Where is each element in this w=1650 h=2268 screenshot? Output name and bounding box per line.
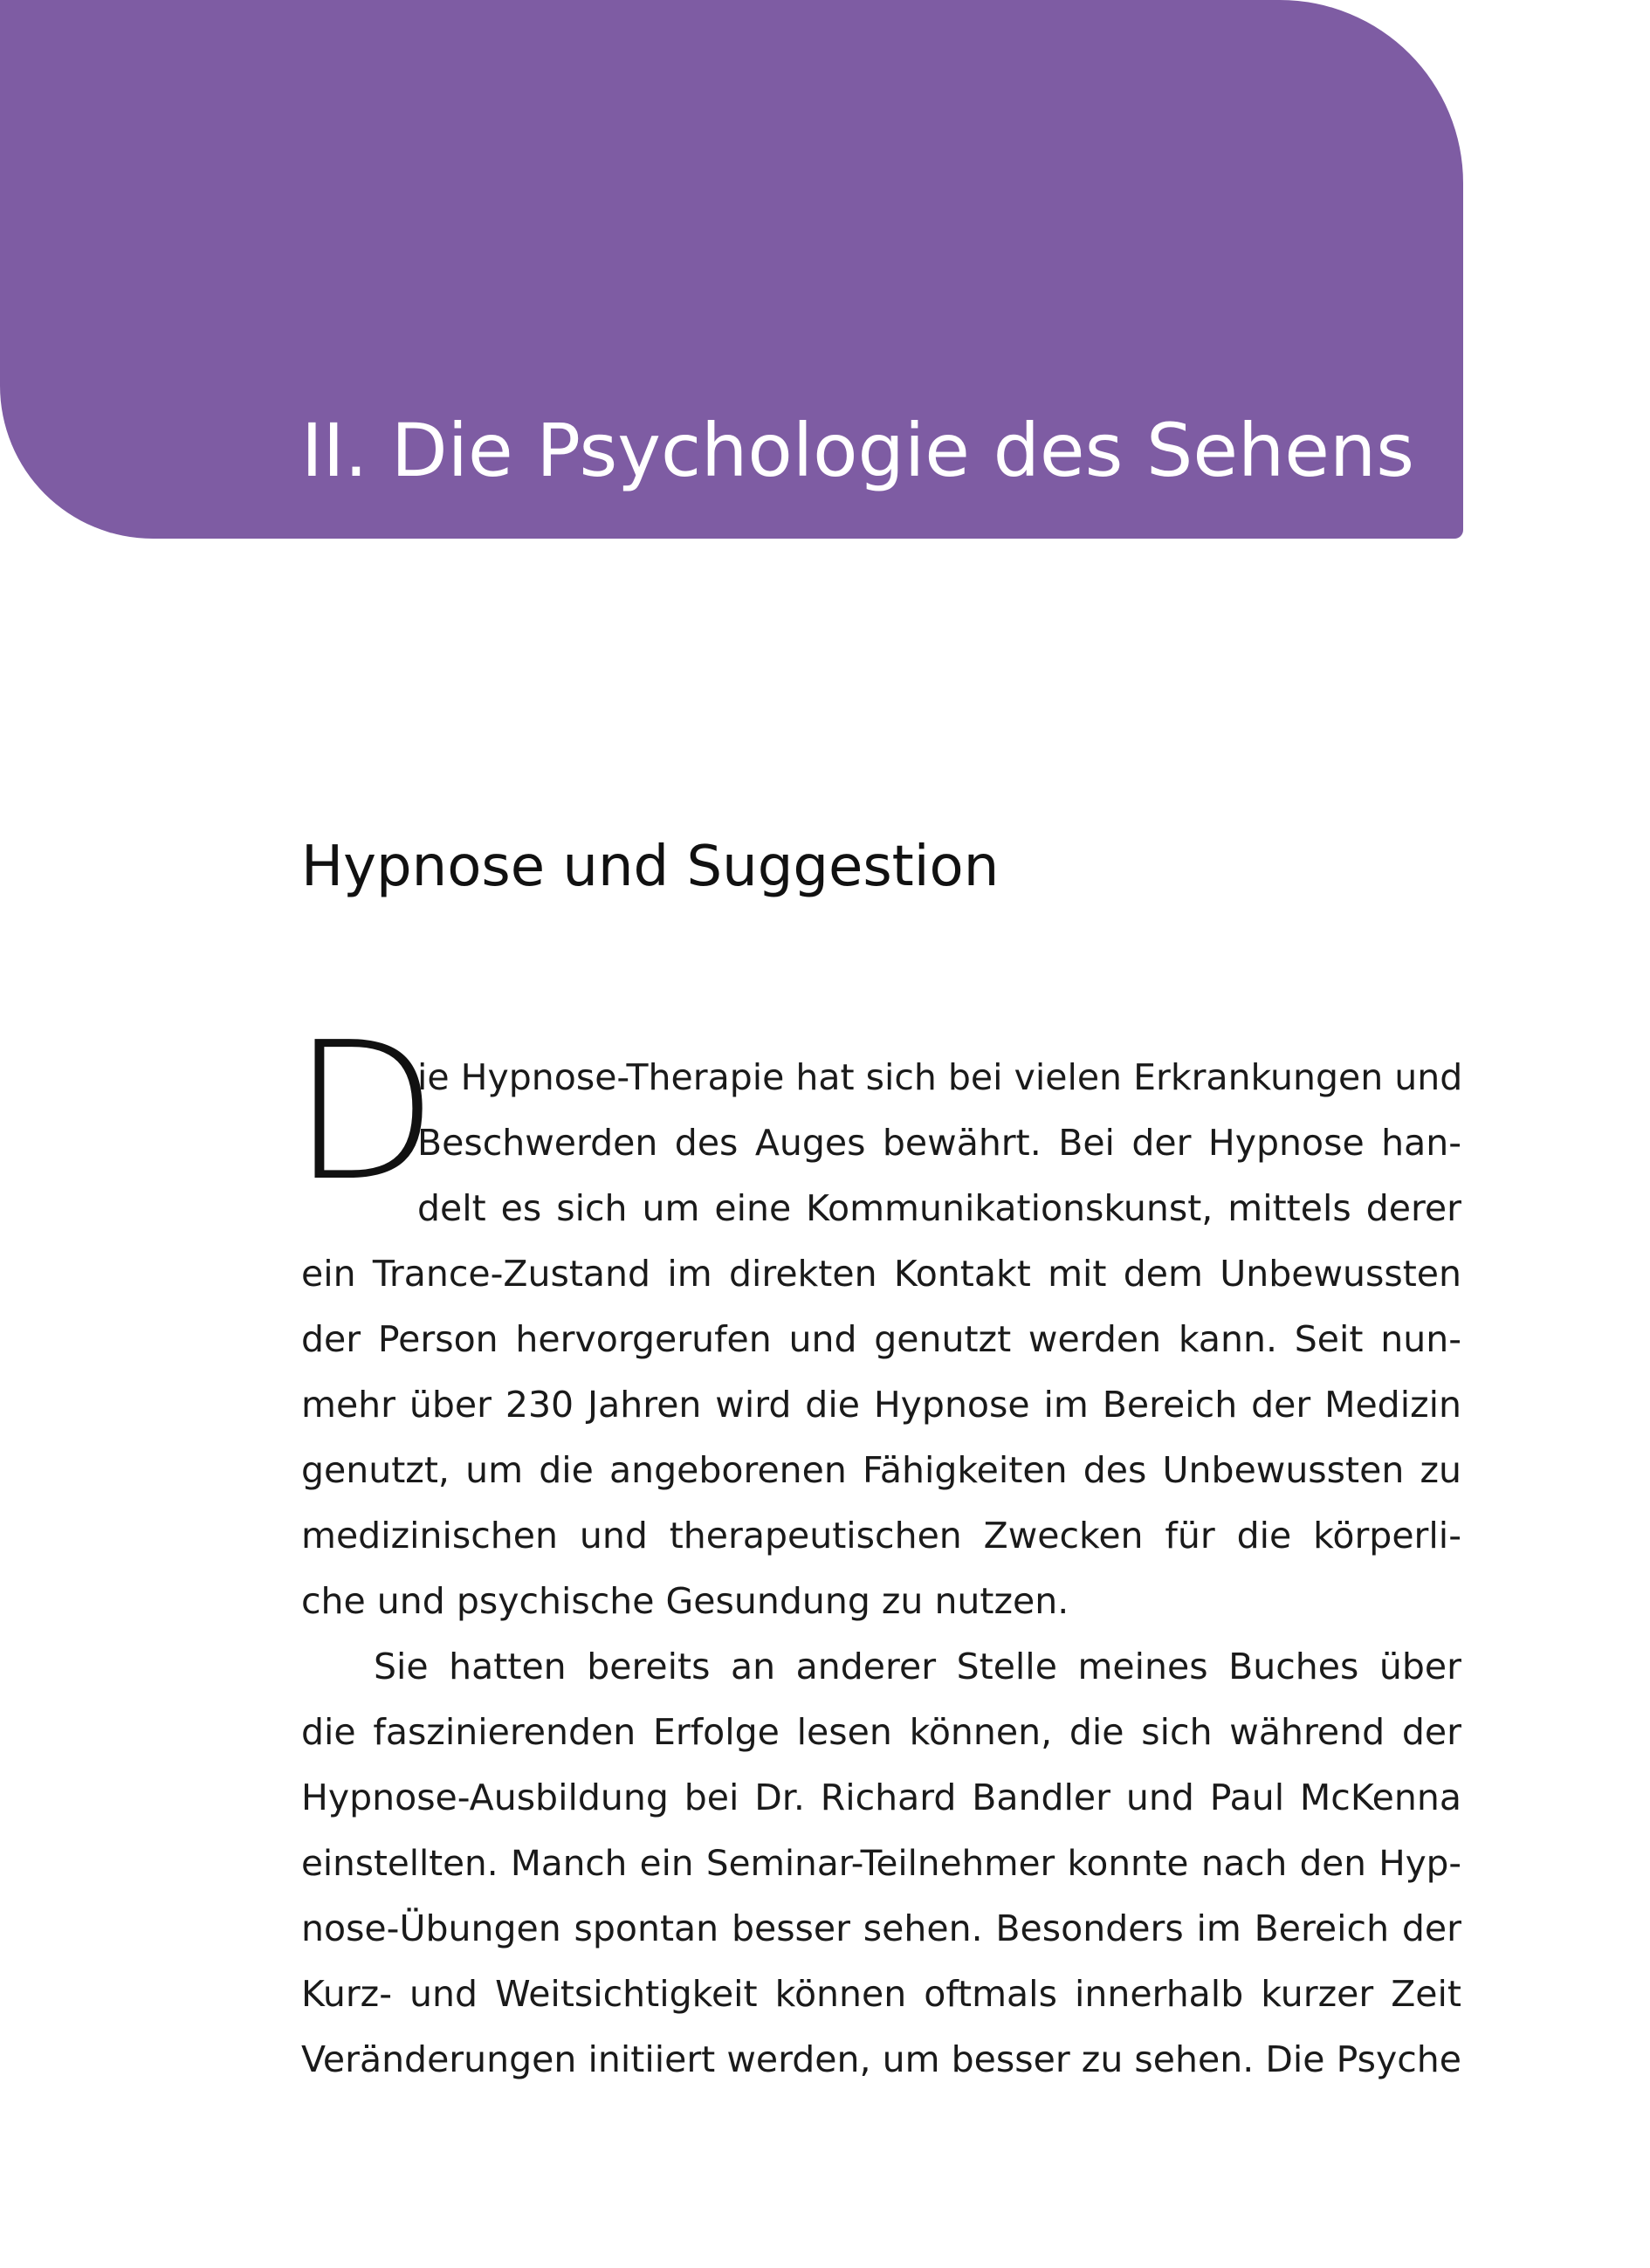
text-line: Veränderungen initiiert werden, um besser zu sehen. Die Psyche (301, 2038, 1461, 2080)
text-line: che und psychische Gesundung zu nutzen. (301, 1580, 1069, 1622)
text-line: Hypnose-Ausbildung bei Dr. Richard Bandler und Paul McKenna (301, 1777, 1461, 1818)
chapter-title: II. Die Psychologie des Sehens (301, 408, 1414, 493)
text-line: der Person hervorgerufen und genutzt werden kann. Seit nun- (301, 1318, 1461, 1360)
text-line: die faszinierenden Erfolge lesen können, die sich während der (301, 1711, 1461, 1753)
text-line: nose-Übungen spontan besser sehen. Besonders im Bereich der (301, 1907, 1461, 1949)
text-line: mehr über 230 Jahren wird die Hypnose im Bereich der Medizin (301, 1384, 1461, 1426)
section-heading: Hypnose und Suggestion (301, 835, 1000, 899)
text-line: Sie hatten bereits an anderer Stelle meines Buches über (374, 1646, 1461, 1687)
text-line: Kurz- und Weitsichtigkeit können oftmals innerhalb kurzer Zeit (301, 1973, 1461, 2015)
text-line: genutzt, um die angeborenen Fähigkeiten des Unbewussten zu (301, 1449, 1461, 1491)
text-line: Beschwerden des Auges bewährt. Bei der Hypnose han- (417, 1122, 1461, 1164)
text-line: delt es sich um eine Kommunikationskunst, mittels derer (417, 1187, 1461, 1229)
text-line: ein Trance-Zustand im direkten Kontakt mit dem Unbewussten (301, 1253, 1461, 1295)
text-line: einstellten. Manch ein Seminar-Teilnehmer konnte nach den Hyp- (301, 1842, 1461, 1884)
text-line: ie Hypnose-Therapie hat sich bei vielen Erkrankungen und (417, 1056, 1463, 1098)
text-line: medizinischen und therapeutischen Zwecken für die körperli- (301, 1515, 1461, 1557)
chapter-banner (0, 0, 1463, 539)
drop-cap: D (292, 1002, 438, 1223)
